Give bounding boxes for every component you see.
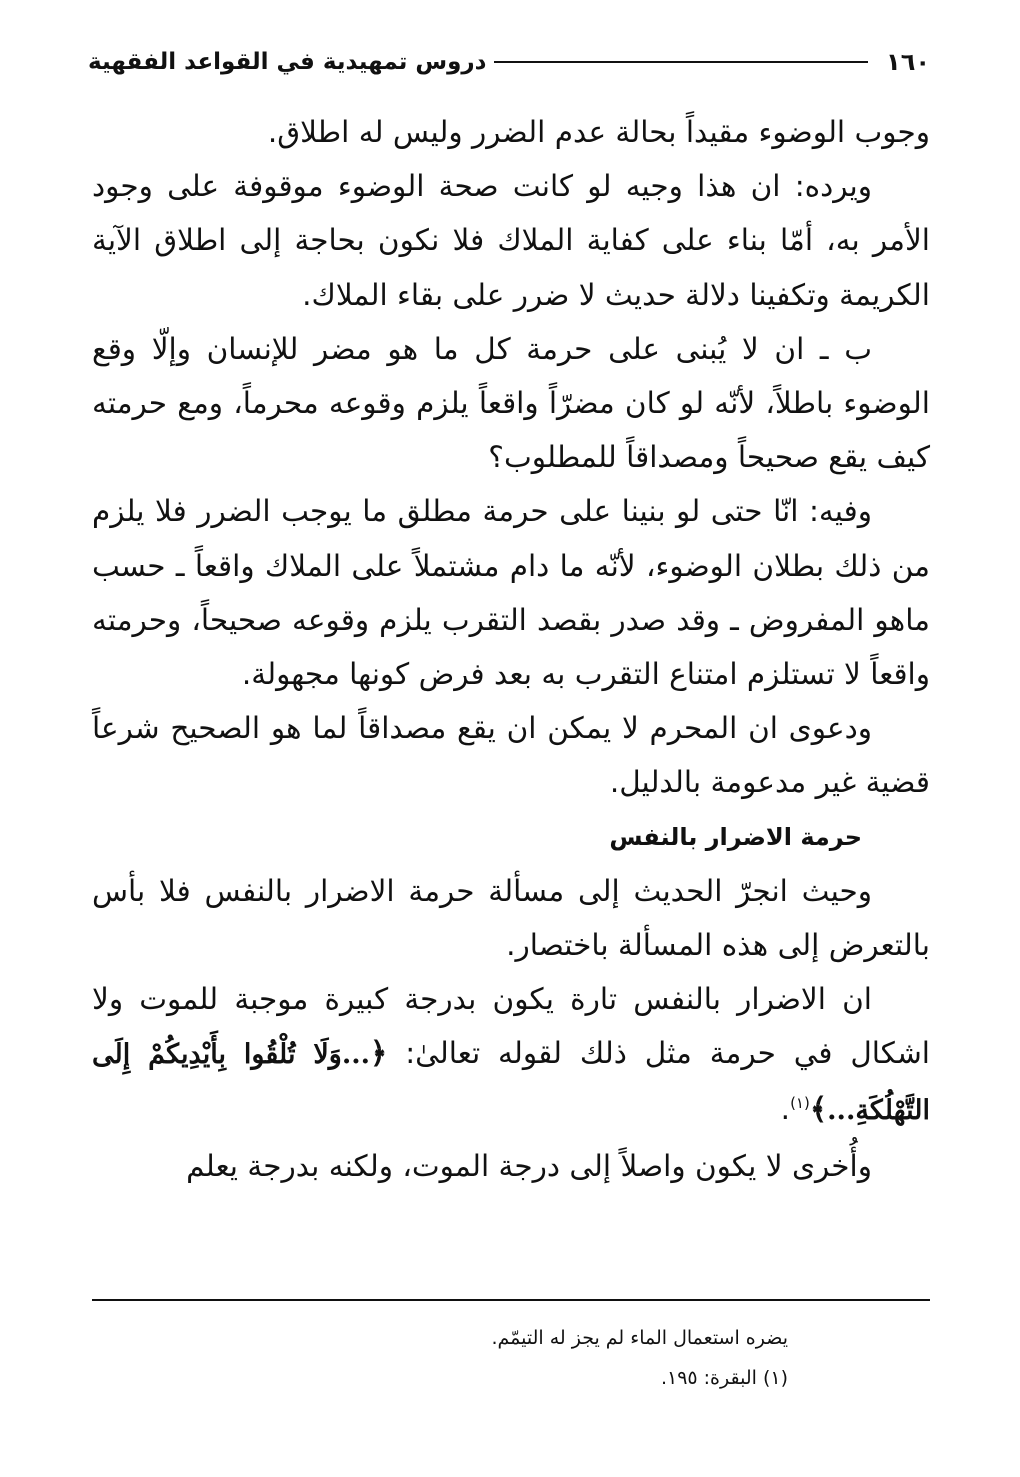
header-rule [494, 61, 868, 63]
paragraph: ب ـ ان لا يُبنى على حرمة كل ما هو مضر للإنسان وإلّا وقع الوضوء باطلاً، لأنّه لو كان مضرّاً واقعاً يلزم وقوعه محرماً، ومع حرمته كيف يقع صحيحاً ومصداقاً للمطلوب؟ [92, 331, 930, 475]
paragraph: وفيه: انّا حتى لو بنينا على حرمة مطلق ما يوجب الضرر فلا يلزم من ذلك بطلان الوضوء، لأنّه ما دام مشتملاً على الملاك واقعاً ـ حسب ماهو المفروض ـ وقد صدر بقصد التقرب يلزم وقوعه صحيحاً، وحرمته واقعاً لا تستلزم امتناع التقرب به بعد فرض كونها مجهولة. [92, 494, 930, 692]
paragraph: ويرده: ان هذا وجيه لو كانت صحة الوضوء موقوفة على وجود الأمر به، أمّا بناء على كفاية الملاك فلا نكون بحاجة إلى اطلاق الآية الكريمة وتكفينا دلالة حديث لا ضرر على بقاء الملاك. [92, 169, 930, 312]
footnote-rule [92, 1299, 930, 1301]
paragraph: وجوب الوضوء مقيداً بحالة عدم الضرر وليس له اطلاق. [267, 115, 930, 149]
footnotes [200, 1318, 930, 1398]
quran-bracket-close: ﴾ [809, 1092, 828, 1127]
paragraph: ودعوى ان المحرم لا يمكن ان يقع مصداقاً لما هو الصحيح شرعاً قضية غير مدعومة بالدليل. [92, 711, 930, 800]
page-number: ١٦٠ [886, 48, 930, 76]
paragraph: ان الاضرار بالنفس تارة يكون بدرجة كبيرة موجبة للموت ولا اشكال في حرمة مثل ذلك لقوله تعالىٰ: ﴿...وَلَا تُلْقُوا بِأَيْدِيكُمْ إِلَى التَّهْلُكَةِ...﴾$^{(١)}$. [92, 982, 930, 1127]
page-header [88, 42, 930, 82]
paragraph-text: ان الاضرار بالنفس تارة يكون بدرجة كبيرة موجبة للموت ولا اشكال في حرمة مثل ذلك لقوله تعالىٰ: [92, 982, 930, 1071]
footnote-carry-over: يضره استعمال الماء لم يجز له التيمّم. [491, 1327, 788, 1349]
footnote-1: (١) البقرة: ١٩٥. [660, 1367, 788, 1389]
book-title: دروس تمهيدية في القواعد الفقهية [88, 49, 487, 75]
section-heading: حرمة الاضرار بالنفس [609, 822, 862, 851]
body-text [92, 105, 930, 1193]
paragraph: وأُخرى لا يكون واصلاً إلى درجة الموت، ولكنه بدرجة يعلم [186, 1148, 872, 1183]
quran-verse: ...وَلَا تُلْقُوا بِأَيْدِيكُمْ إِلَى التَّهْلُكَةِ... [92, 1039, 930, 1127]
paragraph: وحيث انجرّ الحديث إلى مسألة حرمة الاضرار بالنفس فلا بأس بالتعرض إلى هذه المسألة باختصار. [92, 873, 930, 962]
footnote-marker[interactable]: (١) [790, 1094, 810, 1113]
quran-bracket-open: ﴿ [370, 1036, 388, 1071]
